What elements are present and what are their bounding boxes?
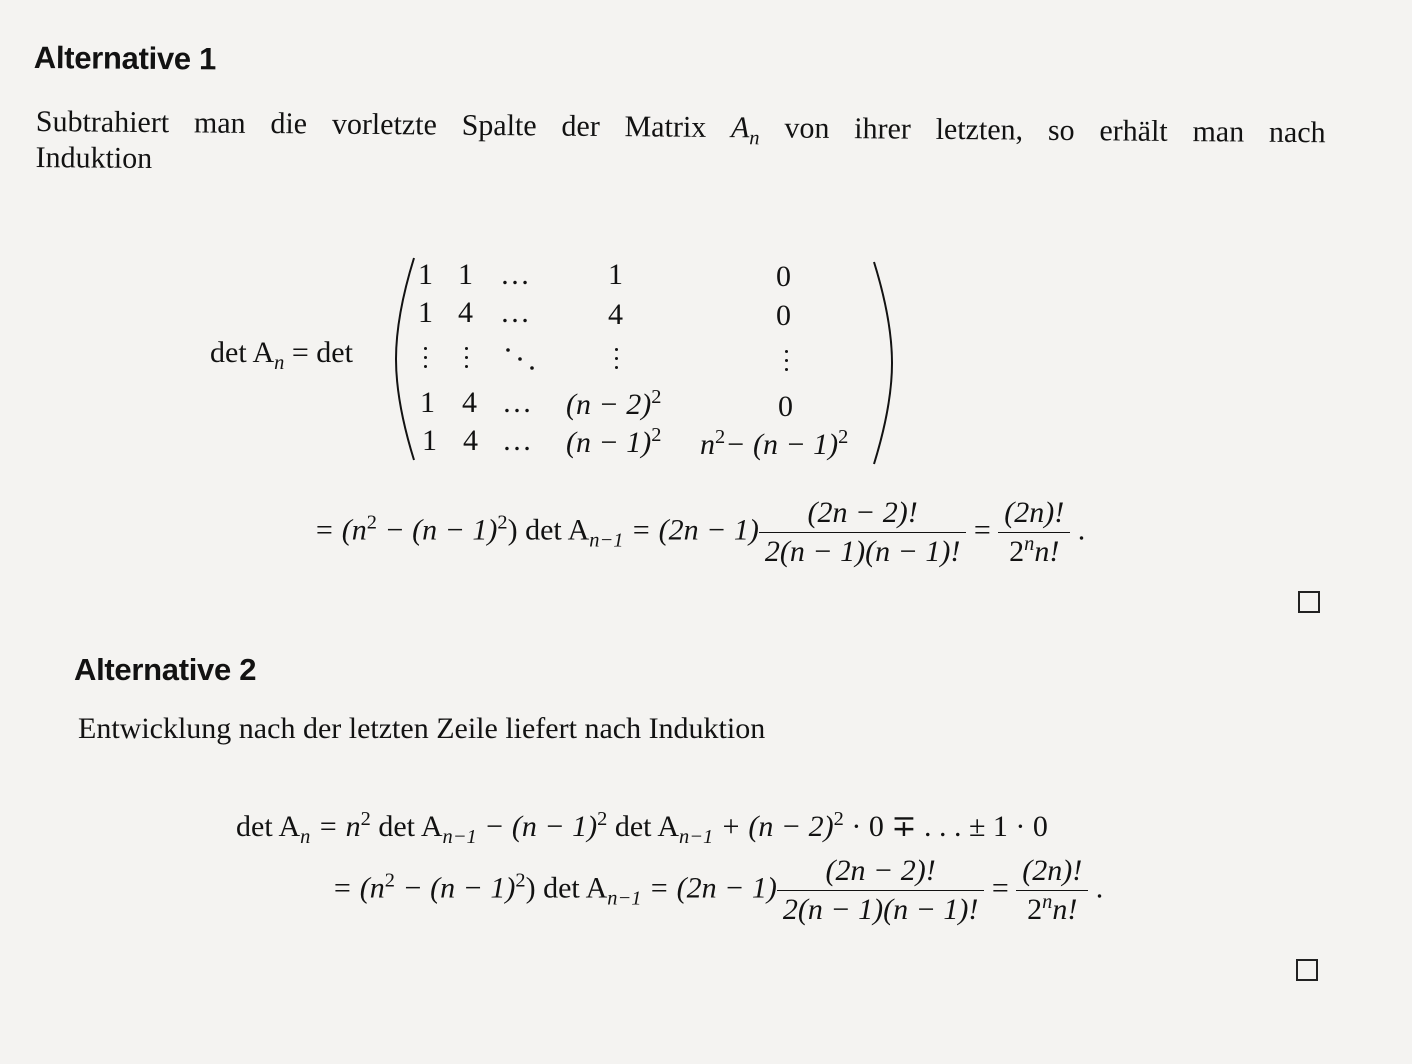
word: nach <box>1268 115 1326 150</box>
matrix-cell: … <box>500 296 530 329</box>
matrix-cell: 0 <box>776 260 791 293</box>
equation-line-2-alt2: = $(n^2 - (n - 1)^2)$ $\det A_{n-1} = (2n - 1)$ $\frac{(2n - 2)!}{2(n - 1)(n - 1)!}$ = $\frac{(2n)!}{2^nn!}$ . <box>332 854 1104 926</box>
word: erhält <box>1099 114 1168 148</box>
matrix-right-parenthesis <box>872 260 894 466</box>
matrix-cell: 4 <box>458 296 473 329</box>
word: so <box>1047 113 1075 148</box>
word: der <box>561 109 600 143</box>
word: vorletzte <box>331 107 437 142</box>
matrix-vdots <box>424 347 427 374</box>
matrix-cell: $n^2- (n - 1)^2$ <box>700 426 849 461</box>
matrix-vdots <box>615 348 618 375</box>
equation-line-2-alt1: = $(n^2 - (n - 1)^2)$ $\det A_{n-1} = (2n - 1)$ $\frac{(2n - 2)!}{2(n - 1)(n - 1)!}$ = $\frac{(2n)!}{2^nn!}$ . <box>314 496 1086 568</box>
word: von <box>784 111 830 145</box>
matrix-left-parenthesis <box>396 256 418 462</box>
fraction: $\frac{(2n)!}{2^nn!}$ <box>1016 856 1088 925</box>
matrix-vdots <box>785 350 788 377</box>
matrix-cell: 4 <box>462 386 477 419</box>
word: die <box>270 107 308 141</box>
matrix-cell: … <box>502 424 532 457</box>
paragraph-line-2: Induktion <box>35 140 153 176</box>
matrix-cell: $(n - 1)^2$ <box>566 424 662 459</box>
matrix-cell: 1 <box>418 258 433 291</box>
matrix-cell: 1 <box>608 258 623 291</box>
word: letzten, <box>935 112 1024 147</box>
section-heading-alternative-2: Alternative 2 <box>74 652 257 687</box>
word: ihrer <box>854 112 911 146</box>
word: Spalte <box>461 108 537 143</box>
word: Matrix <box>624 110 707 144</box>
matrix-symbol: $A_n$ <box>730 111 760 150</box>
matrix-cell: 4 <box>463 424 478 457</box>
matrix-cell: 1 <box>420 386 435 419</box>
word: man <box>193 106 246 140</box>
equation-line-1-alt2: $\det A_n = n^2$ $\det A_{n-1} - (n - 1)^2$ $\det A_{n-1} + (n - 2)^2 \cdot 0$ ∓ . . . ± 1 · 0 <box>236 808 1048 848</box>
matrix-cell: 0 <box>778 390 793 423</box>
matrix-ddots <box>504 347 544 375</box>
matrix-cell: … <box>500 258 530 291</box>
matrix-cell: … <box>502 386 532 419</box>
word: man <box>1192 115 1245 149</box>
equation-lhs: $\det A_n = \det$ <box>210 336 353 374</box>
paragraph-alternative-2: Entwicklung nach der letzten Zeile liefert nach Induktion <box>78 712 766 745</box>
matrix-cell: $(n - 2)^2$ <box>566 386 662 421</box>
matrix-cell: 1 <box>418 296 433 329</box>
section-heading-alternative-1: Alternative 1 <box>33 40 217 77</box>
word: Subtrahiert <box>35 104 170 140</box>
fraction: $\frac{(2n)!}{2^nn!}$ <box>998 498 1070 567</box>
qed-box <box>1298 591 1320 613</box>
paragraph-alternative-1 <box>35 104 1326 187</box>
matrix-vdots <box>465 347 468 374</box>
fraction: $\frac{(2n - 2)!}{2(n - 1)(n - 1)!}$ <box>777 856 984 925</box>
qed-box <box>1296 959 1318 981</box>
matrix-cell: 1 <box>422 424 437 457</box>
matrix-cell: 0 <box>776 299 791 332</box>
matrix-cell: 4 <box>608 298 623 331</box>
fraction: $\frac{(2n - 2)!}{2(n - 1)(n - 1)!}$ <box>759 498 966 567</box>
matrix-cell: 1 <box>458 258 473 291</box>
